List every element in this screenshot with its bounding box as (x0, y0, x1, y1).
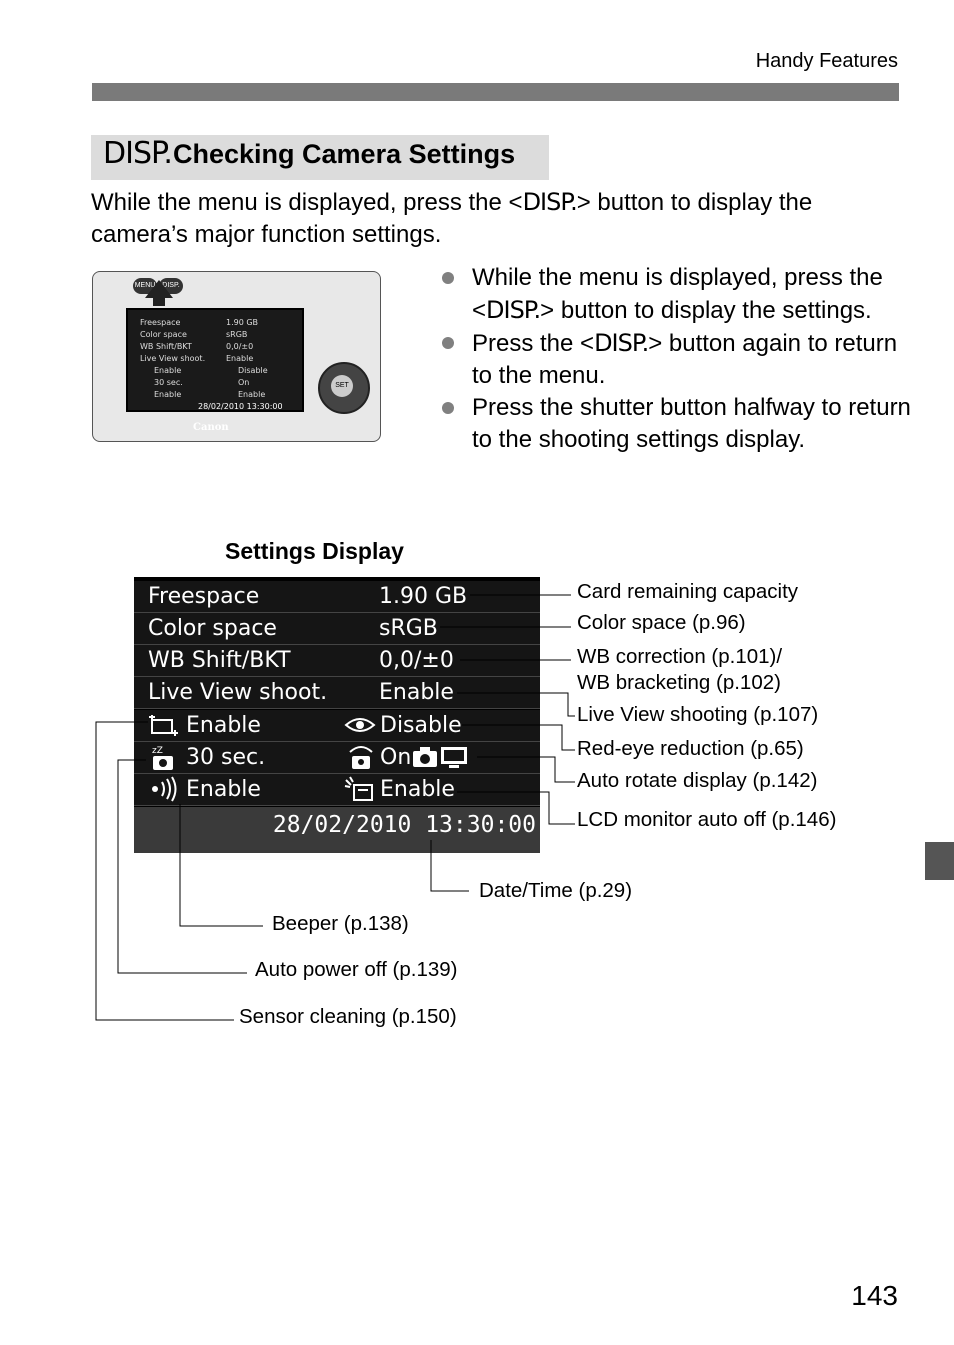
callout-color-space: Color space (p.96) (577, 611, 746, 634)
cam-row: Color space sRGB (140, 330, 248, 339)
callout-sensor-cleaning: Sensor cleaning (p.150) (239, 1005, 457, 1028)
list-item: Press the <DISP.> button again to return to the menu. (442, 327, 912, 392)
chapter-tab (925, 842, 954, 880)
settings-row-freespace: Freespace 1.90 GB (134, 581, 540, 613)
callout-wb-bracketing: WB bracketing (p.102) (577, 671, 781, 694)
page-number: 143 (851, 1280, 898, 1311)
settings-row-live-view: Live View shoot. Enable (134, 677, 540, 709)
list-item: Press the shutter button halfway to return to the shooting settings display. (442, 392, 912, 456)
settings-row-beeper: Enable Enable (134, 774, 540, 806)
set-button: SET (331, 375, 353, 397)
cam-row: Enable Enable (154, 390, 266, 399)
callout-card-remaining: Card remaining capacity (577, 580, 799, 603)
callout-live-view: Live View shooting (p.107) (577, 703, 819, 726)
datetime-value: 28/02/2010 13:30:00 (272, 812, 536, 838)
callout-wb-correction: WB correction (p.101)/ (577, 645, 783, 668)
settings-row-color-space: Color space sRGB (134, 613, 540, 645)
menu-button: MENU (133, 278, 157, 294)
settings-display-title: Settings Display (225, 538, 404, 564)
svg-text:zZ: zZ (152, 746, 163, 756)
canon-logo: Canon (193, 422, 229, 433)
section-title: Checking Camera Settings (173, 139, 516, 169)
callout-auto-rotate: Auto rotate display (p.142) (577, 769, 818, 792)
cam-row: Enable Disable (154, 366, 268, 375)
cam-row: Live View shoot. Enable (140, 354, 254, 363)
callout-red-eye: Red-eye reduction (p.65) (577, 737, 804, 760)
callout-auto-power-off: Auto power off (p.139) (255, 958, 458, 981)
cam-datetime: 28/02/2010 13:30:00 (198, 402, 283, 411)
disp-button-glyph: DISP. (103, 136, 172, 171)
callout-date-time: Date/Time (p.29) (479, 879, 633, 902)
running-header: Handy Features (755, 50, 898, 72)
cam-row: WB Shift/BKT 0,0/±0 (140, 342, 254, 351)
settings-row-wb-shift: WB Shift/BKT 0,0/±0 (134, 645, 540, 677)
callout-lcd-off: LCD monitor auto off (p.146) (577, 808, 837, 831)
settings-row-sensor-cleaning: Enable Disable (134, 710, 540, 742)
callout-beeper: Beeper (p.138) (272, 912, 409, 935)
list-item: While the menu is displayed, press the <DISP.> button to display the settings. (442, 262, 912, 327)
disp-button: DISP. (159, 278, 183, 294)
intro-paragraph: While the menu is displayed, press the <DISP.> button to display the camera’s major function settings. (91, 188, 813, 248)
cam-row: Freespace 1.90 GB (140, 318, 259, 327)
settings-row-auto-power-off: zZ 30 sec. On (134, 742, 540, 774)
cam-row: 30 sec. On (154, 378, 250, 387)
